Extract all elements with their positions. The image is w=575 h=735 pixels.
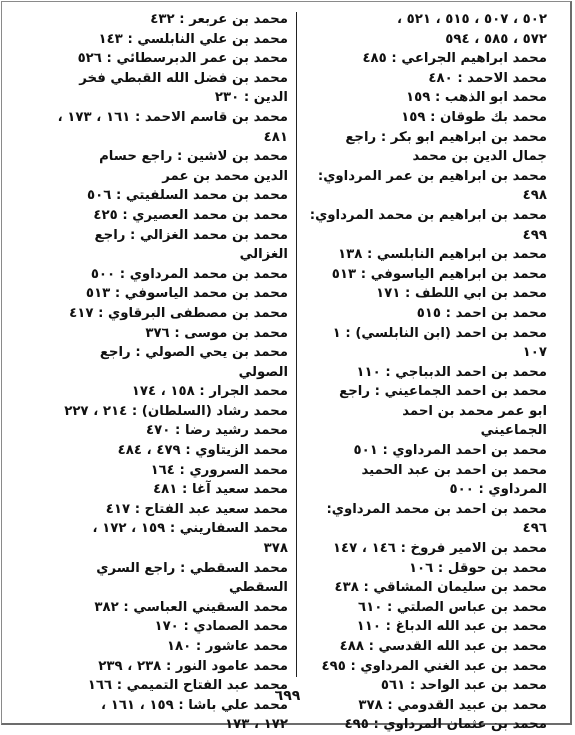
index-entry: ٣٧٨ bbox=[263, 541, 288, 557]
index-entry: محمد الصمادي : ١٧٠ bbox=[154, 619, 288, 635]
index-entry: محمد بن عمر الدبرسطائي : ٥٢٦ bbox=[77, 51, 288, 67]
index-entry: محمد بن ابراهيم بن عمر المرداوي: bbox=[317, 168, 547, 184]
page-number: ٦٩٩ bbox=[274, 688, 301, 704]
index-entry: محمد عاشور : ١٨٠ bbox=[166, 639, 288, 654]
index-entry: محمد بن ابراهيم بن محمد المرداوي: bbox=[309, 207, 547, 223]
index-entry: الصولي bbox=[238, 364, 288, 380]
index-entry: محمد بن احمد الدبباجي : ١١٠ bbox=[356, 364, 547, 380]
index-entry: ابو عمر محمد بن احمد bbox=[402, 403, 547, 419]
index-entry: جمال الدين بن محمد bbox=[412, 149, 547, 165]
index-entry: ١٧٢ ، ١٧٣ bbox=[224, 717, 288, 733]
index-entry: محمد بن محمد السلفيتي : ٥٠٦ bbox=[87, 188, 288, 204]
index-entry: محمد بن قاسم الاحمد : ١٦١ ، ١٧٣ ، bbox=[57, 109, 288, 125]
index-entry: محمد بن فضل الله القبطي فخر bbox=[79, 70, 288, 86]
index-entry: محمد بن ابراهيم الياسوفي : ٥١٣ bbox=[331, 266, 547, 282]
index-entry: محمد بن علي النابلسي : ١٤٣ bbox=[98, 31, 288, 47]
index-entry: محمد بن ابي اللطف : ١٧١ bbox=[376, 286, 547, 302]
index-entry: ٤٩٦ bbox=[522, 521, 547, 537]
index-entry: محمد السقيني العباسي : ٣٨٢ bbox=[94, 599, 288, 615]
index-entry: الدين محمد بن عمر bbox=[162, 168, 288, 184]
index-entry: محمد بن مصطفى البرقاوي : ٤١٧ bbox=[69, 305, 288, 321]
index-entry: المرداوي : ٥٠٠ bbox=[449, 482, 547, 498]
index-entry: ٥٠٢ ، ٥٠٧ ، ٥١٥ ، ٥٢١ ، bbox=[396, 12, 547, 27]
index-entry: محمد بن عبد الله الدباغ : ١١٠ bbox=[356, 619, 547, 635]
index-entry: محمد بن احمد : ٥١٥ bbox=[416, 305, 547, 321]
column-divider bbox=[296, 12, 297, 677]
index-entry: محمد ابراهيم الجراعي : ٤٨٥ bbox=[362, 51, 547, 67]
index-entry: محمد بن محمد الغزالي : راجع bbox=[94, 227, 288, 243]
index-entry: السقطي bbox=[228, 580, 288, 596]
index-column-right bbox=[300, 10, 547, 735]
index-entry: ١٠٧ bbox=[522, 345, 547, 361]
index-entry: محمد ابو الذهب : ١٥٩ bbox=[405, 90, 547, 106]
index-entry: الغزالي bbox=[239, 247, 288, 263]
index-entry: محمد السقطي : راجع السري bbox=[96, 560, 288, 576]
index-entry: محمد رشاد (السلطان) : ٢١٤ ، ٢٢٧ bbox=[64, 403, 288, 419]
index-entry: محمد بن محمد الياسوفي : ٥١٣ bbox=[85, 286, 288, 302]
index-entry: محمد بن احمد الجماعيني : راجع bbox=[339, 384, 547, 400]
index-entry: ٥٧٢ ، ٥٨٥ ، ٥٩٤ bbox=[445, 31, 547, 47]
index-entry: محمد الزيتاوي : ٤٧٩ ، ٤٨٤ bbox=[117, 443, 288, 459]
index-entry: محمد السفاريني : ١٥٩ ، ١٧٢ ، bbox=[92, 521, 288, 537]
index-entry: محمد عبد الفتاح التميمي : ١٦٦ bbox=[87, 678, 288, 694]
index-entry: الجماعيني bbox=[480, 423, 547, 439]
index-entry: الدين : ٢٣٠ bbox=[214, 90, 288, 106]
index-entry: محمد رشيد رضا : ٤٧٠ bbox=[146, 423, 288, 439]
index-entry: محمد بن موسى : ٣٧٦ bbox=[145, 325, 288, 341]
index-entry: محمد بن محمد المرداوي : ٥٠٠ bbox=[90, 266, 288, 282]
index-entry: محمد بن ابراهيم ابو بكر : راجع bbox=[345, 129, 547, 145]
index-entry: محمد بن احمد (ابن النابلسي) : ١ bbox=[332, 325, 547, 341]
index-entry: محمد بن عبيد القدومي : ٣٧٨ bbox=[358, 697, 547, 713]
index-entry: ٤٩٨ bbox=[522, 188, 547, 204]
index-entry: محمد سعيد عبد الفتاح : ٤١٧ bbox=[105, 501, 288, 517]
index-entry: محمد عامود النور : ٢٣٨ ، ٢٣٩ bbox=[98, 658, 288, 674]
index-entry: محمد بن احمد المرداوي : ٥٠١ bbox=[353, 443, 547, 459]
index-entry: محمد بن عباس الصلتي : ٦١٠ bbox=[357, 599, 547, 615]
index-entry: محمد بن محمد العصيري : ٤٢٥ bbox=[93, 207, 288, 223]
index-entry: ٤٩٩ bbox=[522, 227, 547, 243]
index-column-left bbox=[38, 10, 288, 735]
index-entry: محمد بن احمد بن عبد الحميد bbox=[361, 462, 547, 478]
index-entry: محمد السروري : ١٦٤ bbox=[150, 462, 288, 478]
index-entry: محمد بك طوقان : ١٥٩ bbox=[401, 109, 547, 125]
index-entry: محمد بن عربعر : ٤٣٢ bbox=[150, 12, 288, 27]
index-entry: محمد بن الامير فروخ : ١٤٦ ، ١٤٧ bbox=[332, 541, 547, 557]
index-entry: محمد بن عبد الغني المرداوي : ٤٩٥ bbox=[321, 658, 547, 674]
index-entry: محمد سعيد آغا : ٤٨١ bbox=[153, 482, 288, 498]
index-entry: ٤٨١ bbox=[263, 129, 288, 145]
index-entry: محمد علي باشا : ١٥٩ ، ١٦١ ، bbox=[101, 697, 288, 713]
index-entry: محمد بن عثمان المرداوي : ٤٩٥ bbox=[344, 717, 547, 733]
index-entry: محمد بن حوقل : ١٠٦ bbox=[408, 560, 547, 576]
index-entry: محمد بن عبد الله القدسي : ٤٨٨ bbox=[339, 639, 547, 654]
index-entry: محمد بن عبد الواحد : ٥٦١ bbox=[380, 678, 547, 694]
index-entry: محمد بن لاشين : راجع حسام bbox=[99, 149, 288, 165]
index-entry: محمد بن ابراهيم النابلسي : ١٣٨ bbox=[337, 247, 547, 263]
index-entry: محمد الجرار : ١٥٨ ، ١٧٤ bbox=[131, 384, 288, 400]
index-entry: محمد بن احمد بن محمد المرداوي: bbox=[326, 501, 547, 517]
index-entry: محمد الاحمد : ٤٨٠ bbox=[428, 70, 547, 86]
index-entry: محمد بن يحي الصولي : راجع bbox=[99, 345, 288, 361]
index-entry: محمد بن سليمان المشاقي : ٤٣٨ bbox=[334, 580, 547, 596]
